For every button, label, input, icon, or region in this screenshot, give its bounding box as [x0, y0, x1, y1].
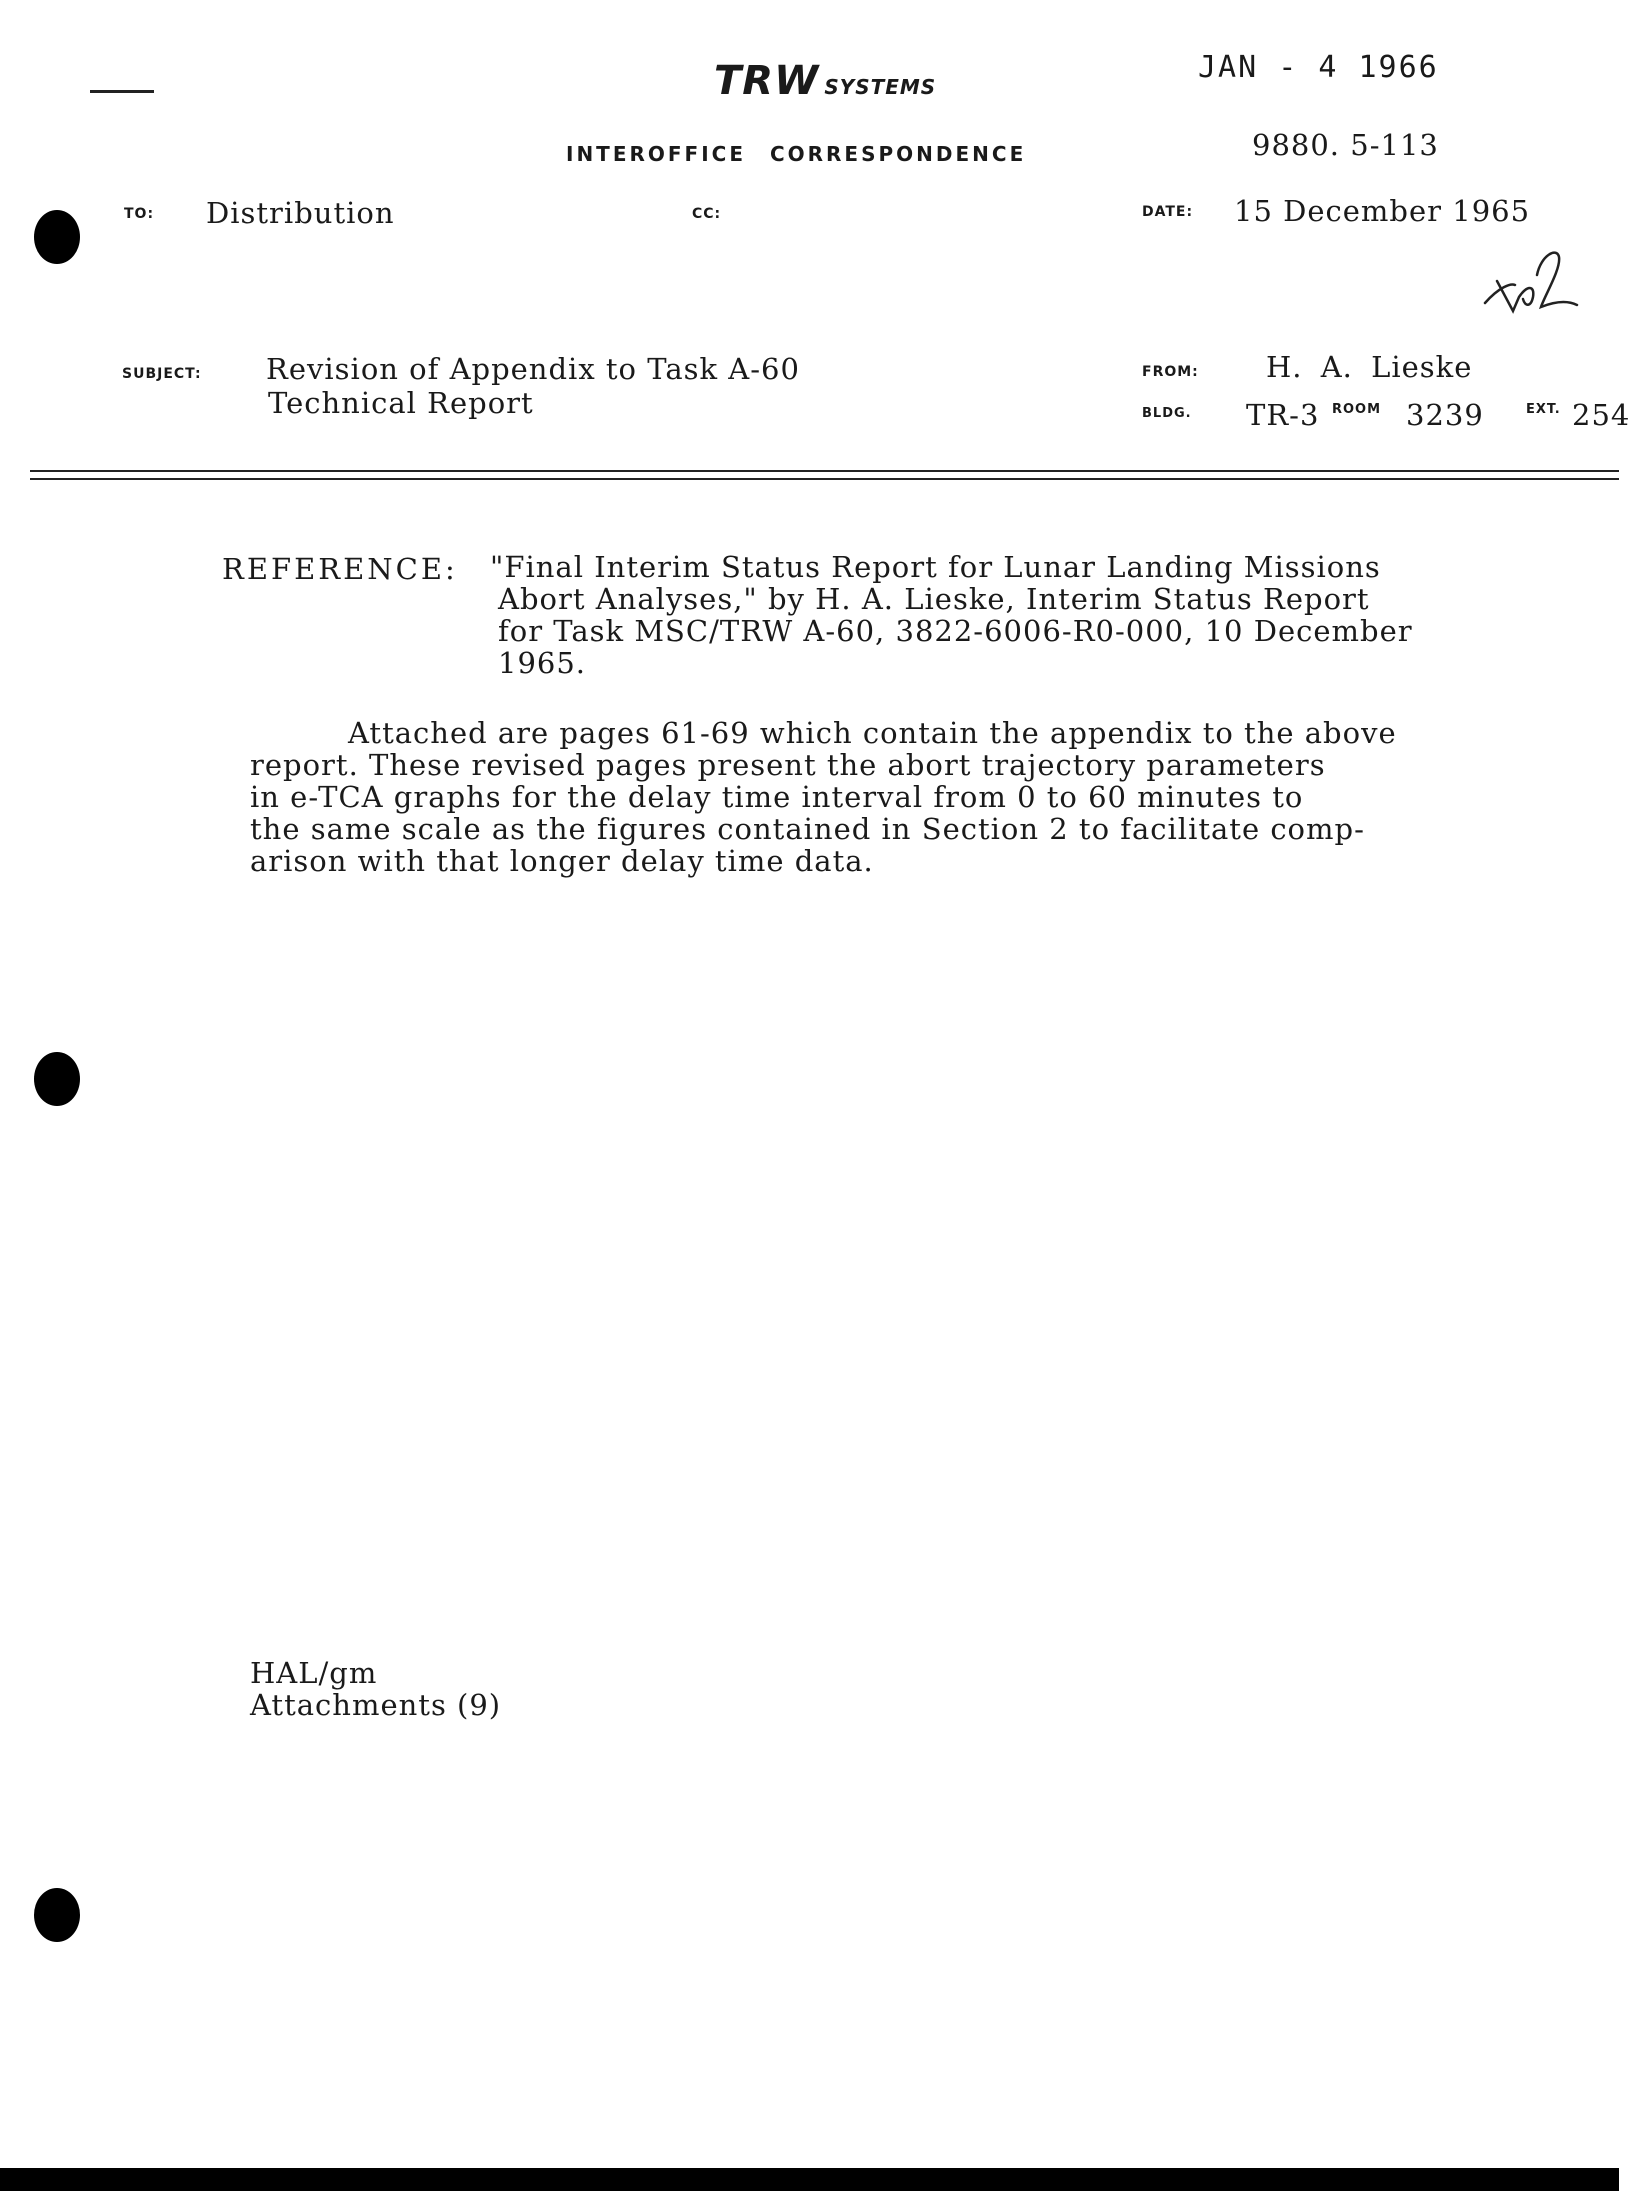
reference-line: for Task MSC/TRW A-60, 3822-6006-R0-000, 10 December: [498, 614, 1413, 648]
body-line: Attached are pages 61-69 which contain the appendix to the above: [348, 716, 1397, 750]
date-label: DATE:: [1142, 204, 1194, 220]
bldg-value: TR-3: [1246, 398, 1320, 432]
body-line: report. These revised pages present the abort trajectory parameters: [250, 748, 1326, 782]
punch-hole: [34, 210, 80, 264]
company-logo: [714, 58, 936, 104]
to-label: TO:: [124, 206, 155, 222]
bldg-label: BLDG.: [1142, 406, 1192, 421]
to-value: Distribution: [206, 196, 395, 230]
received-stamp: JAN - 4 1966: [1198, 50, 1439, 85]
from-label: FROM:: [1142, 364, 1199, 380]
body-line: the same scale as the figures contained in Section 2 to facilitate comp-: [250, 812, 1365, 846]
ext-value: 254: [1572, 398, 1630, 432]
attachments-note: Attachments (9): [250, 1688, 502, 1722]
punch-hole: [34, 1888, 80, 1942]
body-line: in e-TCA graphs for the delay time interval from 0 to 60 minutes to: [250, 780, 1304, 814]
ref-number: 9880. 5-113: [1252, 128, 1439, 162]
room-label: ROOM: [1332, 402, 1382, 417]
header-divider: [30, 478, 1619, 480]
logo-trw: TRW: [714, 58, 820, 104]
subject-label: SUBJECT:: [122, 366, 202, 382]
reference-label: REFERENCE:: [222, 552, 458, 586]
doc-type: INTEROFFICE CORRESPONDENCE: [566, 142, 1027, 166]
from-value: H. A. Lieske: [1266, 350, 1473, 384]
page-bottom-edge: [0, 2168, 1619, 2191]
typist-initials: HAL/gm: [250, 1656, 378, 1690]
body-line: arison with that longer delay time data.: [250, 844, 874, 878]
room-value: 3239: [1406, 398, 1484, 432]
logo-systems: SYSTEMS: [824, 75, 937, 99]
reference-line: "Final Interim Status Report for Lunar Landing Missions: [490, 550, 1381, 584]
header-dash: [90, 90, 154, 93]
subject-line-2: Technical Report: [268, 386, 534, 420]
reference-line: 1965.: [498, 646, 587, 680]
subject-line-1: Revision of Appendix to Task A-60: [266, 352, 800, 386]
date-value: 15 December 1965: [1234, 194, 1531, 228]
punch-hole: [34, 1052, 80, 1106]
cc-label: CC:: [692, 206, 722, 222]
ext-label: EXT.: [1526, 402, 1561, 417]
handwritten-initials: [1475, 245, 1585, 325]
header-divider: [30, 470, 1619, 472]
reference-line: Abort Analyses," by H. A. Lieske, Interim Status Report: [498, 582, 1370, 616]
